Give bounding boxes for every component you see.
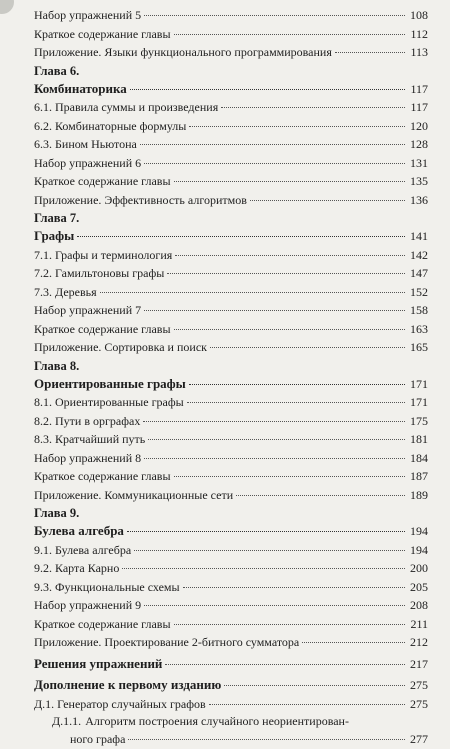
toc-entry-page: 189 [410, 487, 428, 502]
toc-entry-page: 187 [410, 469, 428, 483]
toc-entry-text: 9.3. Функциональные схемы [34, 579, 180, 594]
toc-entry-text: 6.3. Бином Ньютона [34, 137, 137, 151]
dot-leader [174, 34, 405, 35]
dot-leader [144, 605, 405, 606]
toc-entry-page: 152 [410, 284, 428, 299]
toc-entry-text: Приложение. Эффективность алгоритмов [34, 192, 247, 207]
dot-leader [236, 495, 405, 496]
toc-entry [34, 467, 428, 486]
toc-entry-page: 108 [410, 8, 428, 22]
toc-entry [34, 98, 428, 117]
solutions-title: Решения упражнений [34, 655, 163, 671]
chapter-page: 171 [410, 376, 428, 391]
toc-entry-text: 7.1. Графы и терминология [34, 247, 173, 262]
dot-leader [144, 15, 405, 16]
toc-entry [34, 172, 428, 191]
chapter-title: Булева алгебра [34, 523, 124, 538]
dot-leader [183, 587, 405, 588]
toc-entry [34, 135, 428, 154]
toc-entry [34, 596, 428, 615]
dot-leader [122, 568, 405, 569]
chapter-title: Ориентированные графы [34, 375, 186, 391]
appendix-entry [34, 676, 428, 695]
chapter-title-entry [34, 227, 428, 246]
dot-leader [335, 52, 405, 53]
toc-entry-text: 9.2. Карта Карно [34, 561, 120, 575]
toc-entry-page: 136 [410, 192, 428, 207]
dot-leader [209, 704, 405, 705]
toc-entry-page: 163 [410, 321, 428, 336]
dot-leader [210, 347, 405, 348]
toc-entry-text: Алгоритм построения случайного неориентирован- [85, 714, 349, 728]
solutions-page: 217 [410, 656, 428, 671]
toc-entry [34, 338, 428, 357]
dot-leader [189, 126, 405, 127]
toc-entry-text: Краткое содержание главы [34, 321, 171, 336]
dot-leader [128, 739, 405, 740]
page-corner-mark [0, 0, 14, 14]
toc-entry [34, 541, 428, 560]
toc-entry-first-line [34, 713, 428, 730]
solutions-entry [34, 655, 428, 674]
dot-leader [174, 624, 405, 625]
dot-leader [175, 255, 405, 256]
dot-leader [187, 402, 405, 403]
toc-entry-text: Набор упражнений 5 [34, 8, 142, 22]
toc-entry-page: 128 [410, 137, 428, 151]
toc-entry [34, 264, 428, 283]
dot-leader [148, 439, 405, 440]
dot-leader [224, 685, 405, 686]
toc-entry-text: Приложение. Сортировка и поиск [34, 340, 207, 354]
toc-entry-page: 211 [410, 616, 428, 631]
toc-entry-text: 6.2. Комбинаторные формулы [34, 118, 187, 133]
toc-entry-text: Приложение. Языки функционального программирования [34, 45, 332, 59]
toc-entry [34, 412, 428, 431]
toc-entry [34, 559, 428, 578]
toc-entry [34, 6, 428, 25]
toc-entry [34, 486, 428, 505]
toc-entry [34, 246, 428, 265]
toc-entry-text-continued: ного графа [70, 732, 126, 746]
toc-entry-text: Приложение. Проектирование 2-битного сумматора [34, 635, 300, 649]
toc-entry-page: 200 [410, 561, 428, 575]
toc-entry [34, 154, 428, 173]
chapter-page: 194 [410, 524, 428, 538]
toc-entry-text: Набор упражнений 7 [34, 303, 142, 317]
toc-entry [34, 695, 428, 714]
chapter-page: 117 [410, 81, 428, 96]
toc-entry-page: 142 [410, 247, 428, 262]
dot-leader [144, 310, 405, 311]
toc-entry [34, 615, 428, 634]
dot-leader [130, 89, 405, 90]
toc-entry-text: 8.1. Ориентированные графы [34, 395, 184, 409]
dot-leader [174, 329, 405, 330]
toc-entry [34, 393, 428, 412]
toc-entry [34, 25, 428, 44]
dot-leader [143, 421, 405, 422]
toc-entry-page: 205 [410, 579, 428, 594]
dot-leader [127, 531, 405, 532]
dot-leader [174, 476, 405, 477]
chapter-page: 141 [410, 229, 428, 243]
toc-entry-page: 181 [410, 432, 428, 446]
toc-entry-page: 175 [410, 413, 428, 428]
toc-entry-page: 275 [410, 696, 428, 711]
toc-entry-page: 135 [410, 174, 428, 188]
toc-entry-text: 7.2. Гамильтоновы графы [34, 266, 165, 280]
toc-entry [34, 191, 428, 210]
dot-leader [250, 200, 405, 201]
toc-entry-text: Краткое содержание главы [34, 174, 171, 188]
chapter-title: Графы [34, 228, 75, 243]
toc-entry-page: 194 [410, 542, 428, 557]
chapter-label: Глава 9. [34, 506, 80, 520]
toc-entry-page: 117 [410, 100, 428, 114]
toc-entry-text: 8.3. Кратчайший путь [34, 432, 146, 446]
chapter-title-entry [34, 80, 428, 99]
chapter-title-entry [34, 375, 428, 394]
toc-entry-text: Набор упражнений 8 [34, 450, 142, 465]
toc-entry-text: Набор упражнений 6 [34, 155, 142, 170]
toc-entry-text: Набор упражнений 9 [34, 598, 142, 612]
toc-entry-page: 112 [410, 26, 428, 41]
toc-entry-page: 165 [410, 340, 428, 354]
dot-leader [134, 550, 405, 551]
dot-leader [77, 236, 405, 237]
toc-entry-text: Краткое содержание главы [34, 469, 171, 483]
toc-entry-text: 8.2. Пути в орграфах [34, 413, 141, 428]
toc-entry-text: 6.1. Правила суммы и произведения [34, 100, 219, 114]
toc-entry [34, 578, 428, 597]
dot-leader [189, 384, 405, 385]
dot-leader [302, 642, 405, 643]
chapter-label: Глава 7. [34, 211, 80, 225]
toc-entry-text: Краткое содержание главы [34, 26, 171, 41]
toc-entry-page: 277 [410, 732, 428, 746]
dot-leader [144, 458, 405, 459]
dot-leader [165, 664, 405, 665]
toc-entry-page: 158 [410, 303, 428, 317]
toc-entry-page: 184 [410, 450, 428, 465]
dot-leader [174, 181, 405, 182]
toc-entry [34, 633, 428, 652]
toc-entry-page: 212 [410, 635, 428, 649]
toc-entry-text: 7.3. Деревья [34, 284, 97, 299]
chapter-title: Комбинаторика [34, 80, 127, 96]
toc-entry-text: Краткое содержание главы [34, 616, 171, 631]
toc-entry [34, 301, 428, 320]
appendix-page: 275 [410, 678, 428, 692]
toc-entry [34, 43, 428, 62]
dot-leader [167, 273, 405, 274]
toc-multiline-entry [34, 713, 428, 749]
toc-entry [34, 430, 428, 449]
toc-entry-text: Приложение. Коммуникационные сети [34, 487, 234, 502]
chapter-title-entry [34, 522, 428, 541]
chapter-label: Глава 6. [34, 63, 80, 78]
toc-entry [34, 320, 428, 339]
toc-entry-page: 131 [410, 155, 428, 170]
toc-entry-continuation [34, 730, 428, 749]
toc-entry-page: 208 [410, 598, 428, 612]
appendix-title: Дополнение к первому изданию [34, 677, 222, 692]
table-of-contents [34, 6, 428, 749]
dot-leader [140, 144, 405, 145]
toc-entry-number: Д.1.1. [52, 714, 82, 728]
toc-entry-page: 147 [410, 266, 428, 280]
dot-leader [221, 107, 405, 108]
toc-entry [34, 117, 428, 136]
toc-entry [34, 283, 428, 302]
toc-entry-page: 120 [410, 118, 428, 133]
toc-entry [34, 449, 428, 468]
toc-entry-text: Д.1. Генератор случайных графов [34, 696, 206, 711]
dot-leader [144, 163, 405, 164]
toc-entry-page: 171 [410, 395, 428, 409]
toc-entry-text: 9.1. Булева алгебра [34, 542, 132, 557]
dot-leader [100, 292, 405, 293]
chapter-label: Глава 8. [34, 358, 80, 373]
toc-entry-page: 113 [410, 45, 428, 59]
